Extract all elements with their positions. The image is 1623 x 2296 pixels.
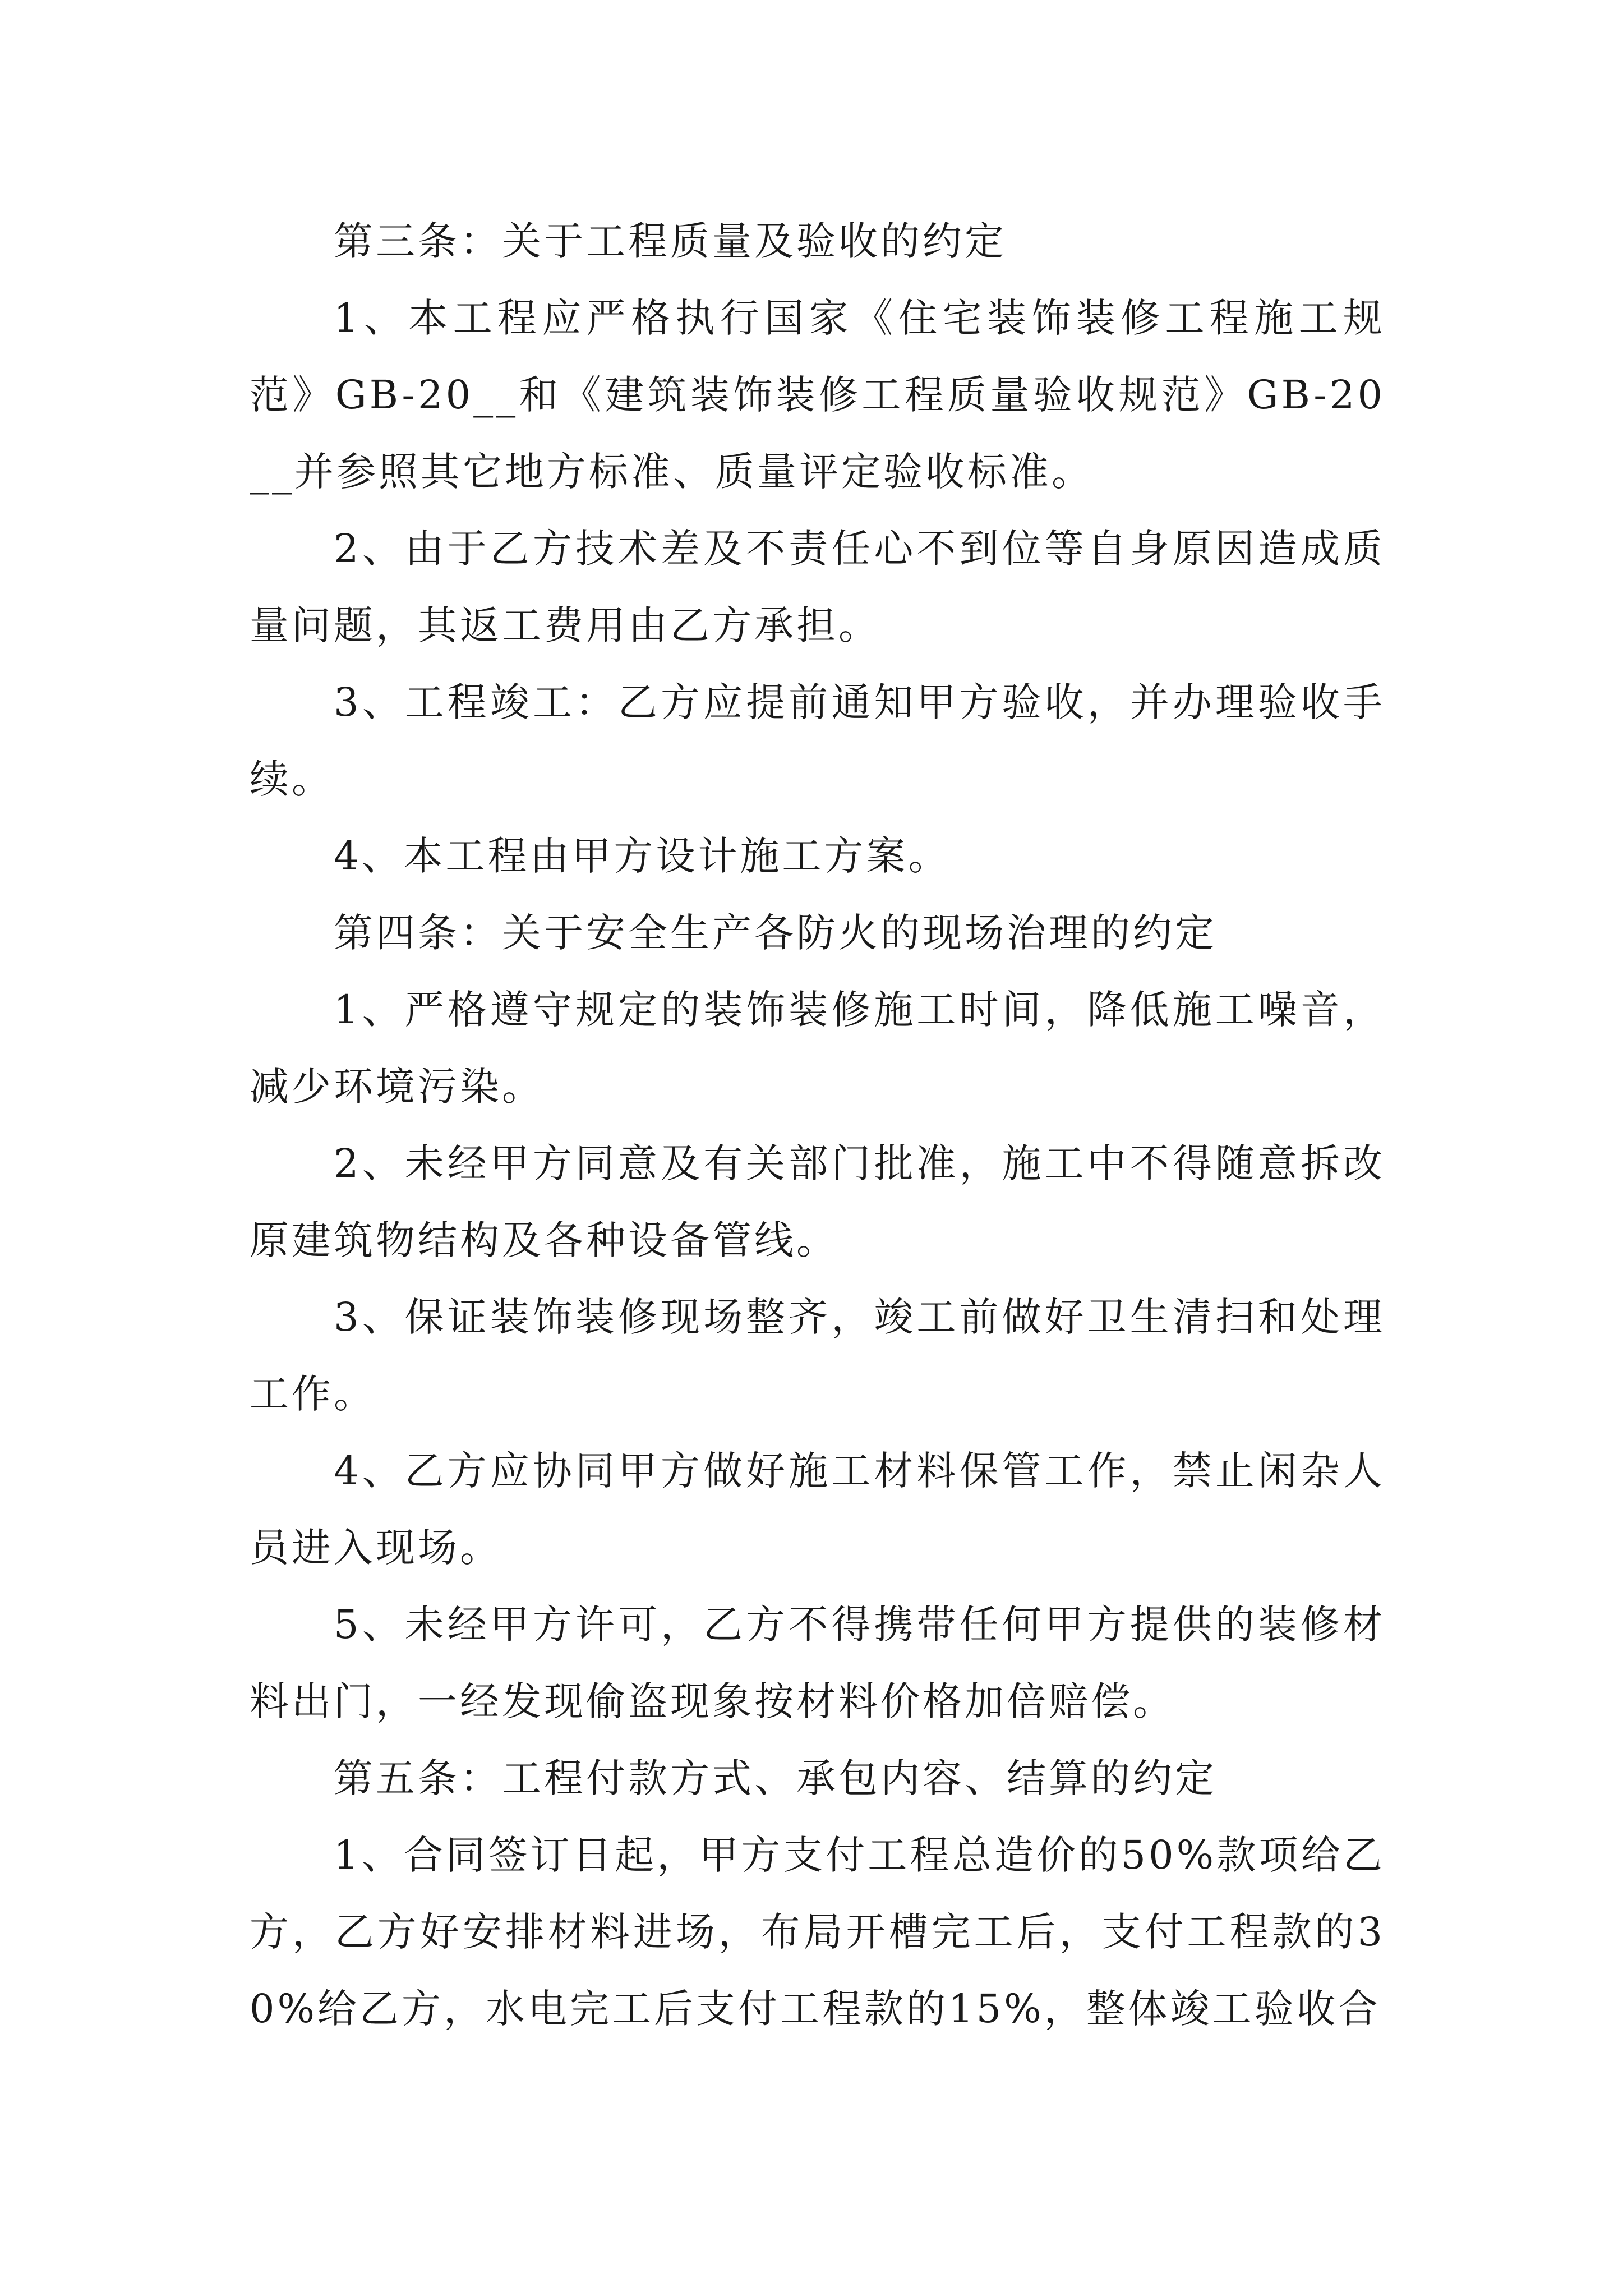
- article-4-heading: 第四条：关于安全生产各防火的现场治理的约定: [334, 910, 1217, 956]
- article-4-clause-3: 3、保证装饰装修现场整齐，竣工前做好卫生清扫和处理工作。: [250, 1294, 1385, 1417]
- document-body: [250, 203, 1385, 2047]
- article-4-clause-4: 4、乙方应协同甲方做好施工材料保管工作，禁止闲杂人员进入现场。: [250, 1448, 1385, 1571]
- article-3-heading: 第三条：关于工程质量及验收的约定: [334, 218, 1007, 264]
- article-4-clause-5: 5、未经甲方许可，乙方不得携带任何甲方提供的装修材料出门，一经发现偷盗现象按材料价格加倍赔偿。: [250, 1602, 1385, 1724]
- article-4-clause-2: 2、未经甲方同意及有关部门批准，施工中不得随意拆改原建筑物结构及各种设备管线。: [250, 1140, 1385, 1263]
- article-3-clause-1: 1、本工程应严格执行国家《住宅装饰装修工程施工规范》GB-20__和《建筑装饰装修工程质量验收规范》GB-20__并参照其它地方标准、质量评定验收标准。: [250, 295, 1385, 495]
- article-3-clause-3: 3、工程竣工：乙方应提前通知甲方验收，并办理验收手续。: [250, 679, 1385, 802]
- article-4-clause-1: 1、严格遵守规定的装饰装修施工时间，降低施工噪音，减少环境污染。: [250, 987, 1385, 1110]
- article-3-clause-4: 4、本工程由甲方设计施工方案。: [334, 833, 951, 879]
- article-3-clause-2: 2、由于乙方技术差及不责任心不到位等自身原因造成质量问题，其返工费用由乙方承担。: [250, 526, 1385, 648]
- article-5-clause-1: 1、合同签订日起，甲方支付工程总造价的50%款项给乙方，乙方好安排材料进场，布局开槽完工后，支付工程款的30%给乙方，水电完工后支付工程款的15%，整体竣工验收合: [250, 1832, 1385, 2032]
- article-5-heading: 第五条：工程付款方式、承包内容、结算的约定: [334, 1755, 1217, 1801]
